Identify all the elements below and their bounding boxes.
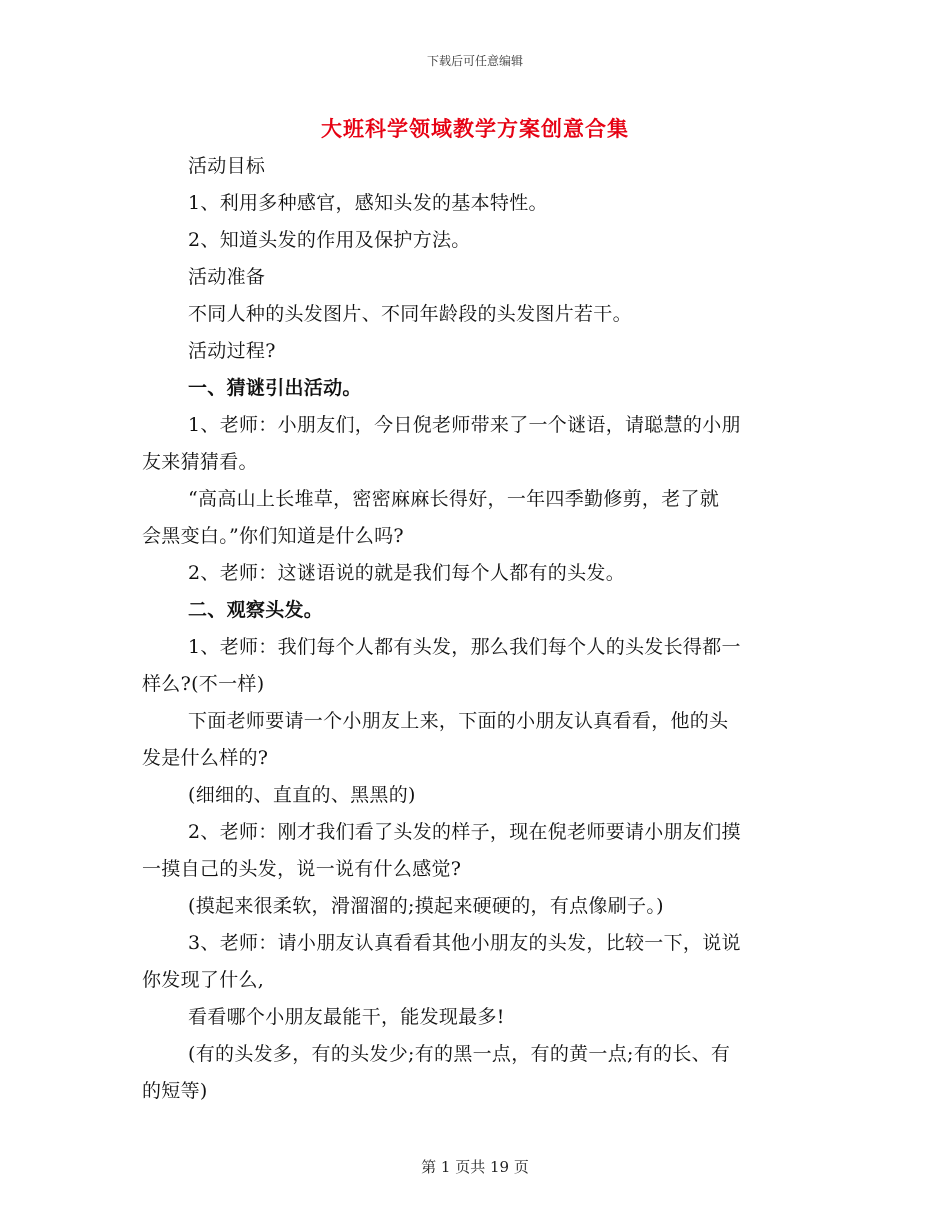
paragraph-line: 1、利用多种感官，感知头发的基本特性。 bbox=[188, 192, 548, 214]
paragraph-line: 看看哪个小朋友最能干，能发现最多! bbox=[188, 1006, 505, 1028]
paragraph-line: (摸起来很柔软，滑溜溜的;摸起来硬硬的，有点像刷子。) bbox=[188, 895, 664, 917]
paragraph-line: (细细的、直直的、黑黑的) bbox=[188, 784, 416, 806]
paragraph-line: 3、老师：请小朋友认真看看其他小朋友的头发，比较一下，说说 bbox=[188, 932, 741, 954]
paragraph-line: 样么?(不一样) bbox=[142, 673, 265, 695]
paragraph-line: 2、知道头发的作用及保护方法。 bbox=[188, 229, 471, 251]
paragraph-line: 下面老师要请一个小朋友上来，下面的小朋友认真看看，他的头 bbox=[188, 710, 729, 732]
step-heading: 二、观察头发。 bbox=[188, 599, 324, 621]
section-heading: 活动准备 bbox=[188, 266, 266, 288]
document-body bbox=[142, 148, 808, 1110]
section-heading: 活动过程? bbox=[188, 340, 276, 362]
section-heading: 活动目标 bbox=[188, 155, 266, 177]
paragraph-line: (有的头发多，有的头发少;有的黑一点，有的黄一点;有的长、有 bbox=[188, 1043, 731, 1065]
header-note: 下载后可任意编辑 bbox=[426, 54, 523, 68]
paragraph-line: 发是什么样的? bbox=[142, 747, 269, 769]
paragraph-line: 一摸自己的头发，说一说有什么感觉? bbox=[142, 858, 462, 880]
step-heading: 一、猜谜引出活动。 bbox=[188, 377, 362, 399]
paragraph-line: 友来猜猜看。 bbox=[142, 451, 258, 473]
document-title: 大班科学领域教学方案创意合集 bbox=[321, 116, 629, 141]
paragraph-line: 2、老师：这谜语说的就是我们每个人都有的头发。 bbox=[188, 562, 625, 584]
paragraph-line: 2、老师：刚才我们看了头发的样子，现在倪老师要请小朋友们摸 bbox=[188, 821, 741, 843]
paragraph-line: 不同人种的头发图片、不同年龄段的头发图片若干。 bbox=[188, 303, 632, 325]
page-footer: 第 1 页共 19 页 bbox=[421, 1158, 529, 1176]
paragraph-line: 会黑变白。”你们知道是什么吗? bbox=[142, 525, 404, 547]
paragraph-line: 1、老师：我们每个人都有头发，那么我们每个人的头发长得都一 bbox=[188, 636, 741, 658]
paragraph-line: 1、老师：小朋友们，今日倪老师带来了一个谜语，请聪慧的小朋 bbox=[188, 414, 741, 436]
paragraph-line: “高高山上长堆草，密密麻麻长得好，一年四季勤修剪，老了就 bbox=[188, 488, 720, 510]
paragraph-line: 的短等) bbox=[142, 1080, 208, 1102]
paragraph-line: 你发现了什么, bbox=[142, 969, 265, 991]
